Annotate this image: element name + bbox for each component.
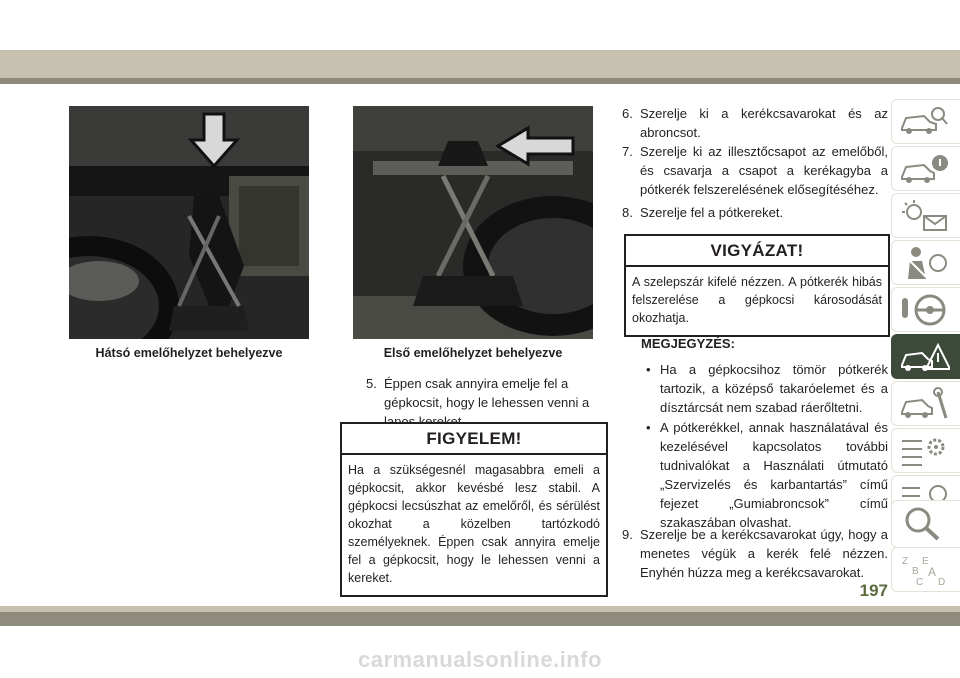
note-bullet-2 [646,418,888,532]
warning-lights-message-icon [898,198,950,234]
step-5-number: 5. [366,376,377,391]
side-tab-warning-lights[interactable] [891,193,960,238]
svg-text:A: A [928,565,937,579]
side-tab-car-info[interactable] [891,146,960,191]
side-tab-servicing[interactable] [891,381,960,426]
step-7-number: 7. [622,144,633,159]
vigyazat-text: A szelepszár kifelé nézzen. A pótkerék hibás felszerelése a gépkocsi károsodását okozhatja. [632,275,882,325]
seatbelt-airbag-icon [898,245,950,281]
side-tab-index[interactable] [891,547,960,592]
side-tab-emergency[interactable] [891,334,960,379]
step-6 [622,104,888,142]
step-7 [622,142,888,199]
svg-text:Z: Z [902,556,909,567]
step-8-number: 8. [622,205,633,220]
step-9 [622,525,888,582]
rear-jack-caption: Hátsó emelőhelyzet behelyezve [95,346,283,360]
step-8 [622,203,888,222]
car-search-icon [898,104,950,140]
step-7-text: Szerelje ki az illesztőcsapot az emelőből, és csavarja a csapot a kerékagyba a pótkerék felszerelésének elősegítéséhez. [640,144,888,197]
step-8-text: Szerelje fel a pótkereket. [640,205,784,220]
step-9-text: Szerelje be a kerékcsavarokat úgy, hogy a menetes végük a kerék felé nézzen. Enyhén húzza meg a kerékcsavarokat. [640,527,888,580]
watermark: carmanualsonline.info [358,647,602,672]
note-bullet-1 [646,360,888,417]
step-5-text: Éppen csak annyira emelje fel a gépkocsit, hogy le lehessen venni a [384,376,590,410]
step-6-text: Szerelje ki a kerékcsavarokat és az abroncsot. [640,106,888,140]
svg-text:B: B [912,566,919,577]
svg-text:E: E [922,556,929,567]
note-bullet-1-text: Ha a gépkocsihoz tömör pótkerék tartozik, a középső takaróelemet és a dísztárcsát nem szabad ráerőltetni. [660,362,888,415]
rear-jack-photo [69,106,309,339]
list-gear-icon [898,433,950,469]
front-jack-photo [353,106,593,339]
figyelem-warning-box [340,422,608,597]
header-stripe [0,78,960,84]
steering-wheel-key-icon [898,292,950,328]
svg-text:D: D [938,577,946,588]
step-9-number: 9. [622,527,633,542]
page-number: 197 [859,581,888,600]
figyelem-title: FIGYELEM! [342,424,606,455]
step-6-number: 6. [622,106,633,121]
vigyazat-caution-box [624,234,890,337]
figyelem-text: Ha a szükségesnél magasabbra emeli a gépkocsit, akkor kevésbé lesz stabil. A gépkocsi lecsúszhat az emelőről, és sérülést okozhat a közelben tartózkodó személyeknek. Éppen csak annyira emelje fel a gépkocsit, hogy le lehessen venni a kereket. [348,463,600,585]
side-tab-search[interactable] [891,500,960,548]
front-jack-caption: Első emelőhelyzet behelyezve [383,346,563,360]
car-wrench-icon [898,386,950,422]
hazard-car-icon [898,339,950,375]
side-tab-specifications[interactable] [891,428,960,473]
note-bullet-2-text: A pótkerékkel, annak használatával és kezelésével kapcsolatos további tudnivalókat a Használati útmutató „Szervizelés és karbantartás” című fejezet „Gumiabroncsok” című szakaszában olvashat. [660,420,888,530]
svg-text:C: C [916,577,924,588]
vigyazat-title: VIGYÁZAT! [626,236,888,267]
side-tab-starting-driving[interactable] [891,287,960,332]
header-band [0,50,960,78]
alphabet-index-icon [898,552,950,588]
bullet-dot: • [646,420,651,435]
car-info-icon [898,151,950,187]
side-tab-car-search[interactable] [891,99,960,144]
bullet-dot: • [646,362,651,377]
note-title: MEGJEGYZÉS: [641,336,735,351]
side-tab-safety[interactable] [891,240,960,285]
magnifier-icon [898,505,950,541]
footer-stripe [0,612,960,626]
